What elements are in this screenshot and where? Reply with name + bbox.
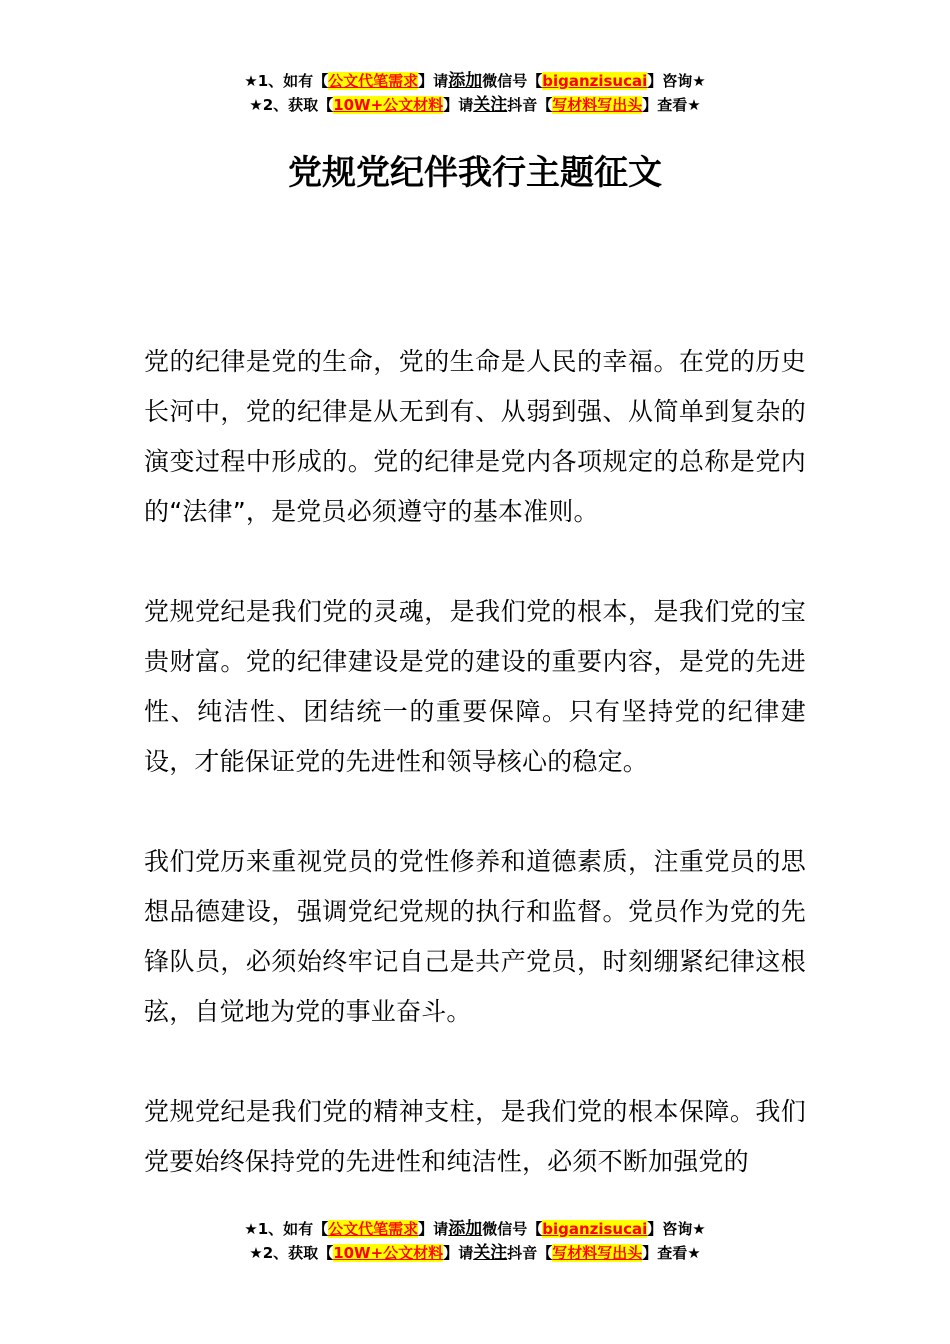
- promo-text: 】咨询★: [647, 72, 706, 90]
- promo-text: 微信号【: [482, 72, 543, 90]
- promo-text: ★1、如有【: [244, 72, 329, 90]
- promo-wechat-id: biganzisucai: [542, 72, 648, 90]
- promo-text: 】请: [418, 1220, 449, 1238]
- promo-douyin-account: 写材料写出头: [552, 1244, 643, 1262]
- promo-text: 】咨询★: [647, 1220, 706, 1238]
- document-title: 党规党纪伴我行主题征文: [288, 153, 662, 193]
- body-paragraph-3: 我们党历来重视党员的党性修养和道德素质，注重党员的思想品德建设，强调党纪党规的执行和监督。党员作为党的先锋队员，必须始终牢记自己是共产党员，时刻绷紧纪律这根弦，自觉地为党的事业奋斗。: [144, 847, 806, 1026]
- body-paragraph-4: 党规党纪是我们党的精神支柱，是我们党的根本保障。我们党要始终保持党的先进性和纯洁性，必须不断加强党的: [144, 1097, 806, 1176]
- body-paragraph-2: 党规党纪是我们党的灵魂，是我们党的根本，是我们党的宝贵财富。党的纪律建设是党的建设的重要内容，是党的先进性、纯洁性、团结统一的重要保障。只有坚持党的纪律建设，才能保证党的先进性和领导核心的稳定。: [144, 597, 806, 776]
- promo-text: ★2、获取【: [249, 96, 334, 114]
- promo-line-1: [0, 69, 950, 93]
- promo-line-2: [0, 93, 950, 117]
- promo-text: 】查看★: [642, 1244, 701, 1262]
- body-paragraph-1: 党的纪律是党的生命，党的生命是人民的幸福。在党的历史长河中，党的纪律是从无到有、从弱到强、从简单到复杂的演变过程中形成的。党的纪律是党内各项规定的总称是党内的“法律”，是党员必须遵守的基本准则。: [144, 347, 806, 526]
- promo-text: 抖音【: [507, 96, 553, 114]
- document-body: [144, 337, 806, 1187]
- promo-emphasis-add: 添加: [448, 1219, 483, 1239]
- promo-text: 】请: [443, 1244, 474, 1262]
- promo-emphasis-add: 添加: [448, 71, 483, 91]
- promo-wechat-id: biganzisucai: [542, 1220, 648, 1238]
- promo-line-2: [0, 1241, 950, 1265]
- promo-line-1: [0, 1217, 950, 1241]
- promo-emphasis-follow: 关注: [473, 1243, 508, 1263]
- promo-text: 】查看★: [642, 96, 701, 114]
- promo-text: 微信号【: [482, 1220, 543, 1238]
- promo-text: 】请: [443, 96, 474, 114]
- promo-text: ★1、如有【: [244, 1220, 329, 1238]
- promo-douyin-account: 写材料写出头: [552, 96, 643, 114]
- promo-highlight-materials: 10W+公文材料: [333, 1244, 444, 1262]
- promo-footer: [0, 1217, 950, 1265]
- promo-highlight-service: 公文代笔需求: [328, 1220, 419, 1238]
- promo-emphasis-follow: 关注: [473, 95, 508, 115]
- promo-highlight-materials: 10W+公文材料: [333, 96, 444, 114]
- promo-text: 】请: [418, 72, 449, 90]
- promo-text: 抖音【: [507, 1244, 553, 1262]
- promo-highlight-service: 公文代笔需求: [328, 72, 419, 90]
- promo-text: ★2、获取【: [249, 1244, 334, 1262]
- promo-header: [0, 69, 950, 117]
